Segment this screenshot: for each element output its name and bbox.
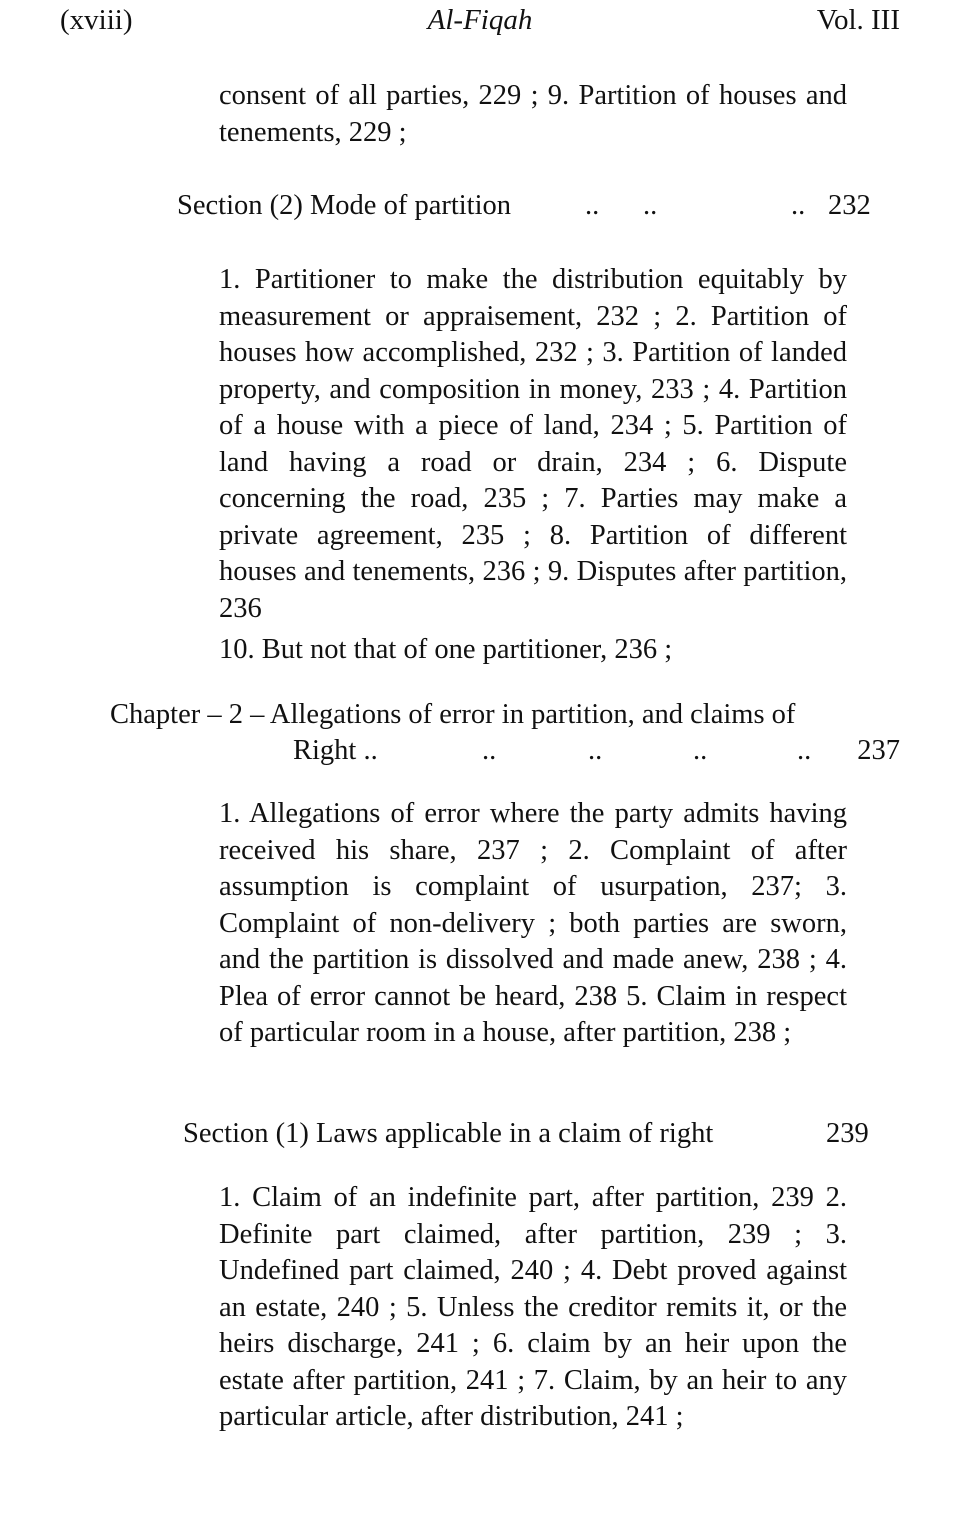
section-2-last-line: 10. But not that of one partitioner, 236 ;	[219, 634, 673, 665]
leader-dots: ..	[643, 190, 658, 221]
page-number: (xviii)	[60, 4, 133, 36]
section-1-paragraph: 1. Claim of an indefinite part, after partition, 239 2. Definite part claimed, after partition, 239 ; 3. Undefined part claimed, 240 ; 4. Debt proved against an estate, 240 ; 5. Unless the creditor remits it, or the heirs discharge, 241 ; 6. claim by an heir upon the estate after partition, 241 ; 7. Claim, by an heir to any particular article, after distribution, 241 ;	[219, 1182, 847, 1432]
leader-dots: ..	[797, 735, 812, 766]
section-2-paragraph	[219, 262, 847, 627]
section-2-page: 232	[828, 190, 871, 221]
section-2-label: Section (2) Mode of partition	[177, 190, 512, 221]
leader-dots: ..	[791, 190, 806, 221]
chapter-2-page: 237	[857, 735, 900, 766]
leader-dots: ..	[585, 190, 600, 221]
continued-paragraph: consent of all parties, 229 ; 9. Partition of houses and tenements, 229 ;	[219, 80, 847, 148]
section-2-heading	[177, 190, 871, 222]
chapter-2-title: Chapter – 2 – Allegations of error in partition, and claims of	[110, 699, 796, 730]
leader-dots: ..	[482, 735, 497, 766]
leader-dots: ..	[693, 735, 708, 766]
section-1-page: 239	[826, 1118, 869, 1149]
leader-dots: ..	[588, 735, 603, 766]
page-header	[60, 4, 900, 44]
volume-label: Vol. III	[816, 4, 900, 36]
section-1-label: Section (1) Laws applicable in a claim of right	[183, 1118, 714, 1149]
section-2-body: 1. Partitioner to make the distribution equitably by measurement or appraisement, 232 ; 2. Partition of houses how accomplished, 232 ; 3. Partition of landed property, and composition in money, 233 ; 4. Partition of a house with a piece of land, 234 ; 5. Partition of land having a road or drain, 234 ; 6. Dispute concerning the road, 235 ; 7. Parties may make a private agreement, 235 ; 8. Partition of different houses and tenements, 236 ; 9. Disputes after partition, 236	[219, 264, 847, 624]
chapter-2-title-cont: Right ..	[293, 735, 378, 766]
chapter-2-paragraph: 1. Allegations of error where the party admits having received his share, 237 ; 2. Complaint of after assumption is complaint of usurpation, 237; 3. Complaint of non-delivery ; both parties are sworn, and the partition is dissolved and made anew, 238 ; 4. Plea of error cannot be heard, 238 5. Claim in respect of particular room in a house, after partition, 238 ;	[219, 798, 847, 1048]
running-title: Al-Fiqah	[427, 4, 533, 36]
section-1-heading	[183, 1118, 869, 1150]
